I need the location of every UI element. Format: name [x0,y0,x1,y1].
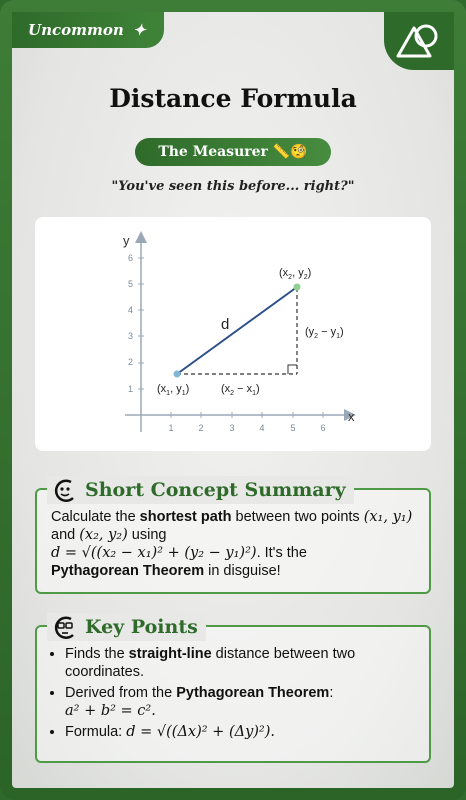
y-tick: 5 [127,279,133,289]
x-tick: 1 [168,423,174,433]
summary-text-part: . It's the [256,545,307,561]
role-banner [135,138,331,166]
point-2 [294,284,301,291]
flavor-quote: "You've seen this before... right?" [111,179,355,194]
glasses-head-icon [51,613,79,641]
concept-summary-box [35,479,431,594]
summary-text-part: between two points [231,509,364,525]
role-label: The Measurer [158,144,268,160]
summary-text-part: in disguise! [204,563,281,579]
summary-formula: d = √((x₂ − x₁)² + (y₂ − y₁)²) [51,545,257,561]
summary-text-part: and [51,527,80,543]
concept-summary-title: Short Concept Summary [85,479,346,501]
dx-label: $(x_2 - x_1)$ [221,383,260,397]
summary-bold: Pythagorean Theorem [51,563,205,579]
list-item: • Formula: d = √((Δx)² + (Δy)²). [65,723,421,741]
x-tick: 5 [290,423,296,433]
list-item: • Finds the straight-line distance between two coordinates. [65,645,421,681]
rarity-label: Uncommon [28,21,124,39]
y-tick: 3 [127,331,133,341]
y-tick: 1 [127,384,133,394]
thinking-face-icon: 🧐 [290,144,308,160]
y-tick: 4 [127,305,133,315]
point-1 [174,371,181,378]
list-item: • Derived from the Pythagorean Theorem: a² + b² = c². [65,684,421,720]
y-tick: 2 [127,357,133,367]
x-tick: 6 [320,423,326,433]
x-tick: 4 [259,423,265,433]
key-points-header [47,613,206,641]
rarity-badge [12,12,164,48]
right-angle-mark [288,365,297,374]
summary-math: (x₁, y₁) [363,509,413,525]
distance-line [177,287,297,374]
y-ticks [128,253,133,394]
summary-text-part: Calculate the [51,509,140,525]
key-points-list [43,645,421,744]
sparkle-icon: ✦ [133,21,146,39]
y-axis-label: y [123,233,130,248]
dy-label: $(y_2 - y_1)$ [305,326,344,340]
card-title: Distance Formula [109,84,357,113]
x-tick: 3 [229,423,235,433]
summary-math: (x₂, y₂) [79,527,128,543]
corner-emblem [384,12,454,70]
diagram-svg [35,217,431,451]
x-tick: 2 [198,423,204,433]
x-axis-label: x [348,409,355,424]
smiling-head-icon [51,476,79,504]
geometry-icon [384,12,454,70]
point-2-label: ($x_2$, $y_2$) [279,267,312,281]
x-ticks [168,423,325,433]
summary-bold: shortest path [139,509,232,525]
distance-diagram [35,217,431,451]
key-points-title: Key Points [85,616,198,638]
concept-summary-header [47,476,354,504]
d-label: d [221,316,230,333]
key-points-box [35,616,431,763]
summary-text-part: using [127,527,167,543]
point-1-label: ($x_1$, $y_1$) [157,383,190,397]
concept-summary-text [51,508,419,580]
ruler-icon: 📏 [272,144,291,160]
y-tick: 6 [127,253,133,263]
